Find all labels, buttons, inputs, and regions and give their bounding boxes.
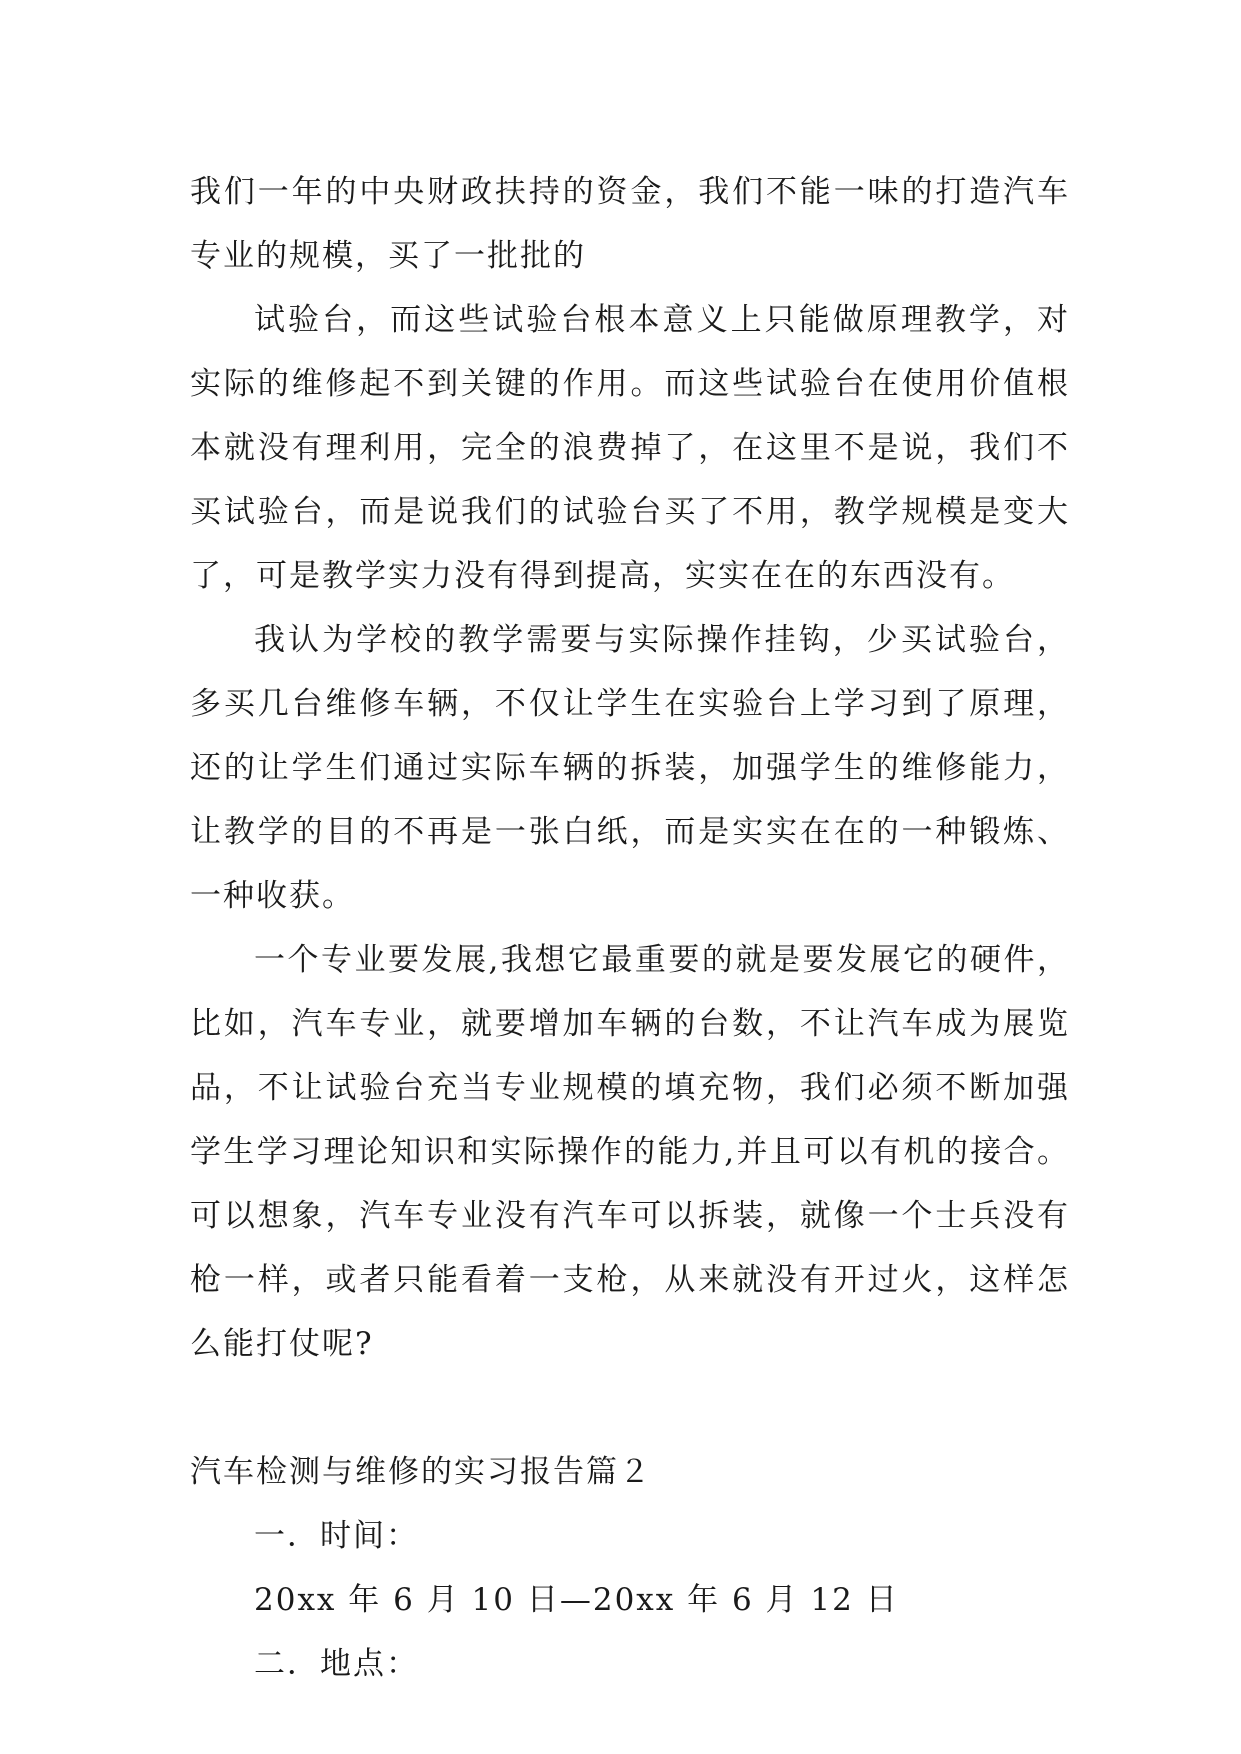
paragraph-practical-teaching: 我认为学校的教学需要与实际操作挂钩，少买试验台，多买几台维修车辆，不仅让学生在实验台上学习到了原理，还的让学生们通过实际车辆的拆装，加强学生的维修能力，让教学的目的不再是一张白纸，而是实实在在的一种锻炼、一种收获。 (190, 622, 1070, 914)
item-time-value: 20xx 年 6 月 10 日—20xx 年 6 月 12 日 (254, 1582, 899, 1618)
paragraph-funding: 我们一年的中央财政扶持的资金，我们不能一味的打造汽车专业的规模，买了一批批的 (190, 174, 1070, 274)
section-heading: 汽车检测与维修的实习报告篇２ (190, 1454, 652, 1490)
item-location-label: 二．地点： (254, 1646, 419, 1682)
paragraph-test-benches: 试验台，而这些试验台根本意义上只能做原理教学，对实际的维修起不到关键的作用。而这些试验台在使用价值根本就没有理利用，完全的浪费掉了，在这里不是说，我们不买试验台，而是说我们的试验台买了不用，教学规模是变大了，可是教学实力没有得到提高，实实在在的东西没有。 (190, 302, 1070, 594)
document-body (190, 160, 1070, 1696)
paragraph-hardware-development: 一个专业要发展,我想它最重要的就是要发展它的硬件，比如，汽车专业，就要增加车辆的台数，不让汽车成为展览品，不让试验台充当专业规模的填充物，我们必须不断加强学生学习理论知识和实际操作的能力,并且可以有机的接合。可以想象，汽车专业没有汽车可以拆装，就像一个士兵没有枪一样，或者只能看着一支枪，从来就没有开过火，这样怎么能打仗呢? (190, 942, 1070, 1362)
item-time-label: 一．时间： (254, 1518, 419, 1554)
